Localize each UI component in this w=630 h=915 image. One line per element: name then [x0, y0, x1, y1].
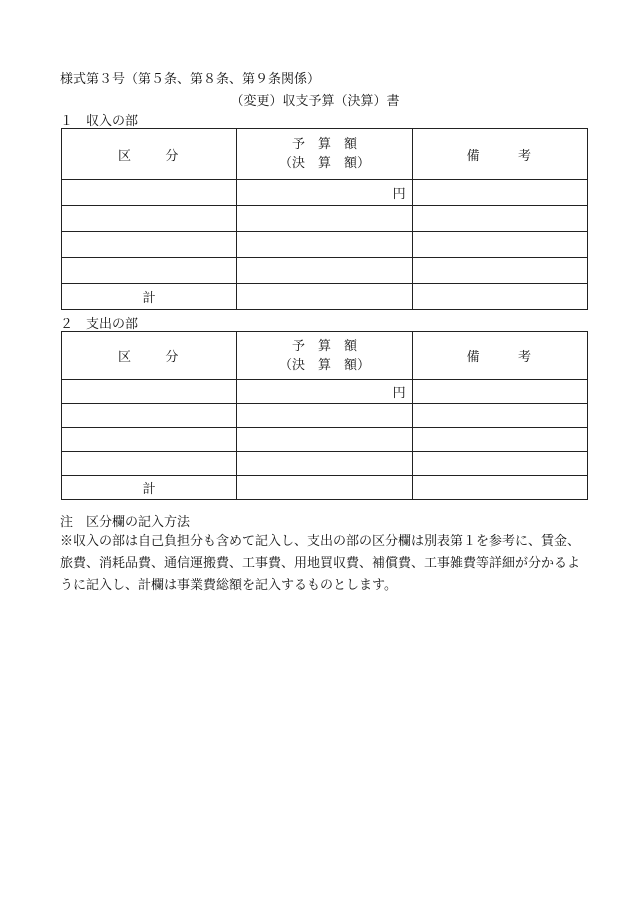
table-row	[62, 180, 588, 206]
income-category-cell[interactable]	[62, 232, 237, 258]
income-amount-cell[interactable]	[237, 206, 412, 232]
table-row	[62, 428, 588, 452]
expense-amount-cell[interactable]	[237, 404, 412, 428]
income-total-label: 計	[62, 284, 237, 310]
expense-category-cell[interactable]	[62, 428, 237, 452]
income-remarks-cell[interactable]	[412, 180, 587, 206]
income-category-cell[interactable]	[62, 258, 237, 284]
note-heading: 注 区分欄の記入方法	[60, 515, 191, 530]
expense-section-title: ２ 支出の部	[60, 317, 139, 332]
expense-remarks-cell[interactable]	[412, 404, 587, 428]
expense-total-remarks-cell[interactable]	[412, 476, 587, 500]
table-row	[62, 452, 588, 476]
table-row	[62, 232, 588, 258]
expense-category-cell[interactable]	[62, 404, 237, 428]
expense-remarks-cell[interactable]	[412, 380, 587, 404]
table-row	[62, 206, 588, 232]
expense-amount-cell[interactable]	[237, 428, 412, 452]
income-category-cell[interactable]	[62, 206, 237, 232]
income-header-amount: 予 算 額 （決 算 額）	[237, 129, 412, 180]
expense-header-remarks: 備 考	[412, 332, 587, 380]
expense-total-amount-cell[interactable]	[237, 476, 412, 500]
expense-remarks-cell[interactable]	[412, 428, 587, 452]
expense-total-row	[62, 476, 588, 500]
expense-amount-cell[interactable]	[237, 452, 412, 476]
income-amount-cell[interactable]	[237, 258, 412, 284]
income-header-row	[62, 129, 588, 180]
note-body: ※収入の部は自己負担分も含めて記入し、支出の部の区分欄は別表第１を参考に、賃金、旅費、消耗品費、通信運搬費、工事費、用地買収費、補償費、工事雑費等詳細が分かるように記入し、計欄は事業費総額を記入するものとします。	[60, 534, 581, 593]
expense-header-row	[62, 332, 588, 380]
income-remarks-cell[interactable]	[412, 232, 587, 258]
document-title: （変更）収支予算（決算）書	[230, 94, 400, 109]
income-section-title: １ 収入の部	[60, 114, 139, 129]
income-header-category: 区 分	[62, 129, 237, 180]
expense-table	[61, 331, 588, 500]
expense-header-category: 区 分	[62, 332, 237, 380]
income-category-cell[interactable]	[62, 180, 237, 206]
form-number: 様式第３号（第５条、第８条、第９条関係）	[60, 72, 321, 87]
income-remarks-cell[interactable]	[412, 206, 587, 232]
expense-category-cell[interactable]	[62, 380, 237, 404]
income-total-remarks-cell[interactable]	[412, 284, 587, 310]
income-table	[61, 128, 588, 310]
expense-remarks-cell[interactable]	[412, 452, 587, 476]
table-row	[62, 258, 588, 284]
income-total-row	[62, 284, 588, 310]
income-total-amount-cell[interactable]	[237, 284, 412, 310]
income-amount-cell[interactable]	[237, 232, 412, 258]
table-row	[62, 380, 588, 404]
income-amount-cell[interactable]: 円	[237, 180, 412, 206]
income-header-remarks: 備 考	[412, 129, 587, 180]
expense-category-cell[interactable]	[62, 452, 237, 476]
income-remarks-cell[interactable]	[412, 258, 587, 284]
table-row	[62, 404, 588, 428]
expense-header-amount: 予 算 額 （決 算 額）	[237, 332, 412, 380]
expense-amount-cell[interactable]: 円	[237, 380, 412, 404]
expense-total-label: 計	[62, 476, 237, 500]
